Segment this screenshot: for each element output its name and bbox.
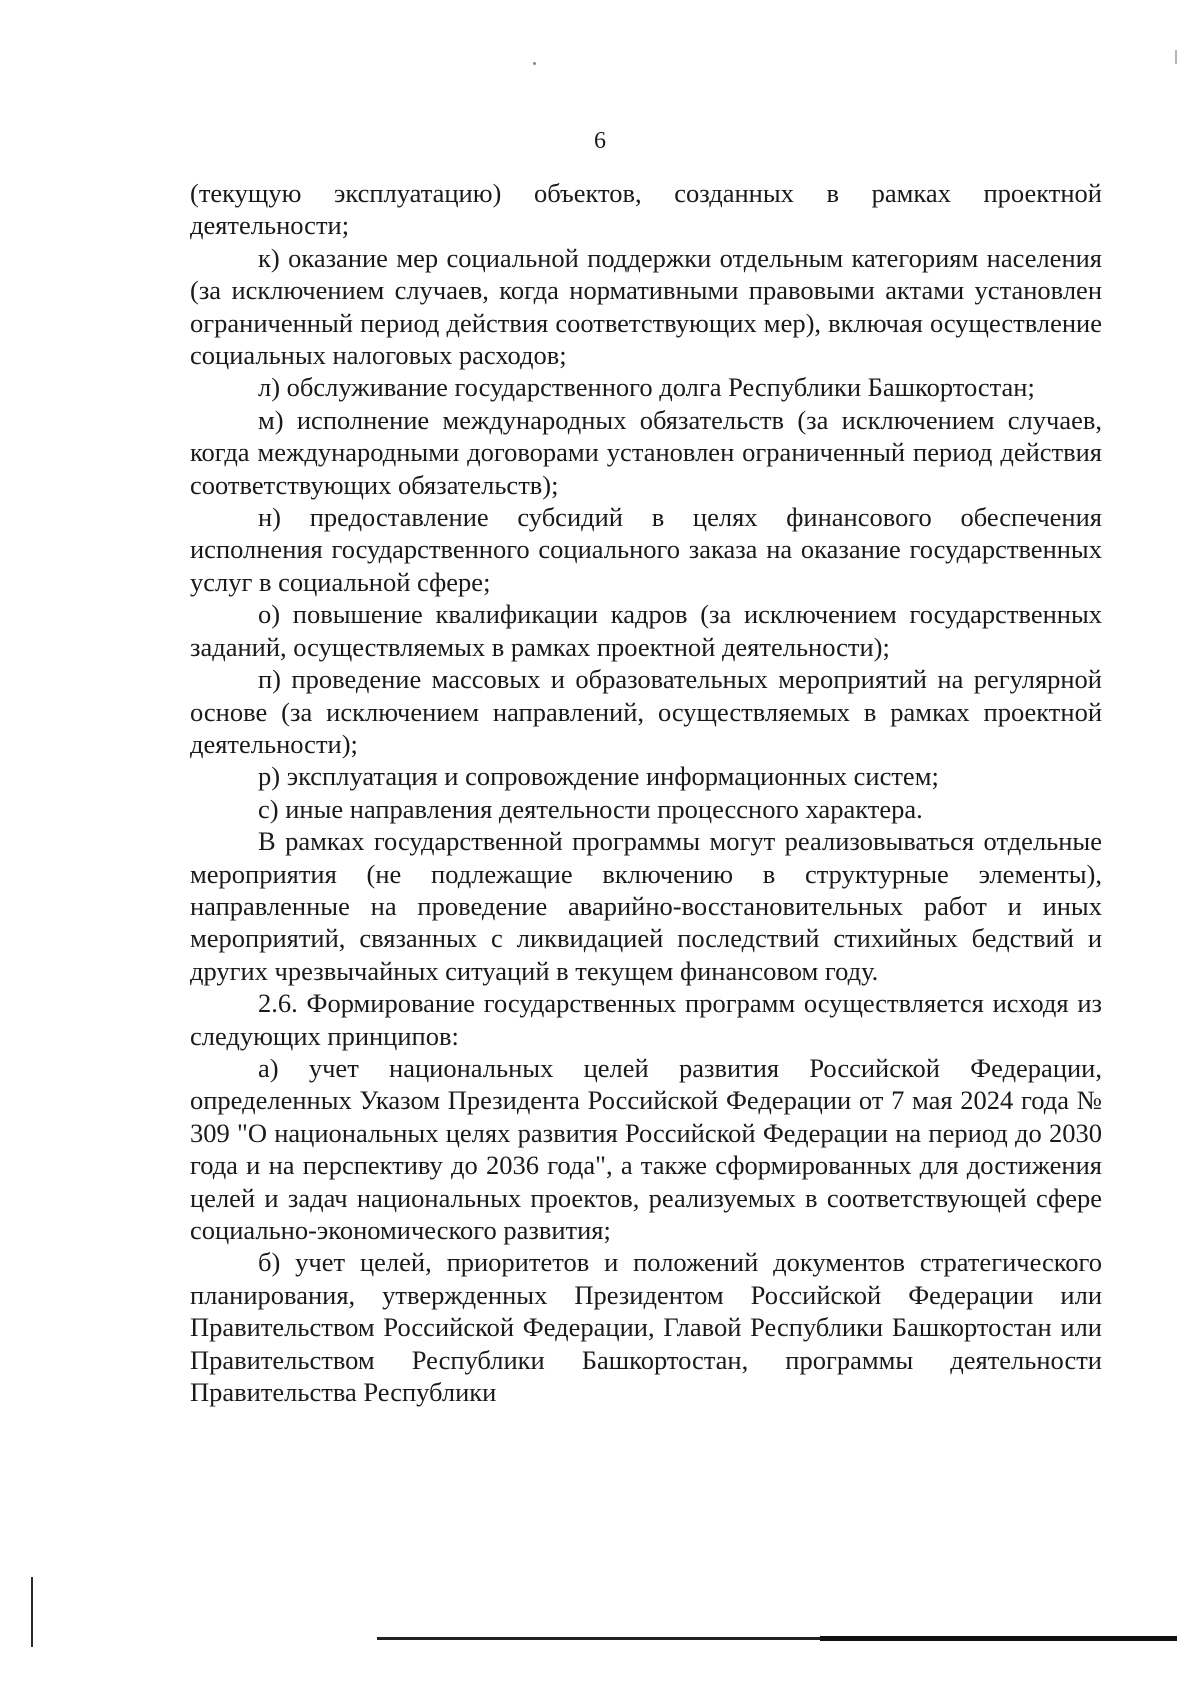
list-item-p: п) проведение массовых и образовательных мероприятий на регулярной основе (за исключением направлений, осуществляемых в рамках проектной деятельности); xyxy=(190,664,1102,759)
list-item-o: о) повышение квалификации кадров (за исключением государственных заданий, осуществляемых в рамках проектной деятельности); xyxy=(190,599,1102,662)
list-item-s: с) иные направления деятельности процессного характера. xyxy=(258,793,923,824)
scan-left-edge-line xyxy=(31,1577,33,1647)
page-number: 6 xyxy=(594,128,606,154)
scan-artifact-dot xyxy=(533,62,536,65)
document-body xyxy=(190,177,1102,1408)
list-item-l: л) обслуживание государственного долга Республики Башкортостан; xyxy=(258,372,1035,403)
paragraph-emergency-measures: В рамках государственной программы могут реализовываться отдельные мероприятия (не подлежащие включению в структурные элементы), направленные на проведение аварийно-восстановительных работ и иных мероприятий, связанных с ликвидацией последствий стихийных бедствий и других чрезвычайных ситуаций в текущем финансовом году. xyxy=(190,826,1102,986)
list-item-r: р) эксплуатация и сопровождение информационных систем; xyxy=(258,761,939,792)
principle-item-b: б) учет целей, приоритетов и положений документов стратегического планирования, утвержденных Президентом Российской Федерации или Правительством Российской Федерации, Главой Республики Башкортостан или Правительством Республики Башкортостан, программы деятельности Правительства Республики xyxy=(190,1247,1102,1408)
list-item-m: м) исполнение международных обязательств (за исключением случаев, когда международными договорами установлен ограниченный период действия соответствующих обязательств); xyxy=(190,404,1102,500)
principle-item-a: а) учет национальных целей развития Российской Федерации, определенных Указом Президента Российской Федерации от 7 мая 2024 года № 309 "О национальных целях развития Российской Федерации на период до 2030 года и на перспективу до 2036 года", а также сформированных для достижения целей и задач национальных проектов, реализуемых в соответствующей сфере социально-экономического развития; xyxy=(190,1052,1102,1245)
section-2-6-heading: 2.6. Формирование государственных программ осуществляется исходя из следующих принципов: xyxy=(190,988,1102,1051)
list-item-n: н) предоставление субсидий в целях финансового обеспечения исполнения государственного социального заказа на оказание государственных услуг в социальной сфере; xyxy=(190,502,1102,597)
list-item-k: к) оказание мер социальной поддержки отдельным категориям населения (за исключением случаев, когда нормативными правовыми актами установлен ограниченный период действия соответствующих мер), включая осуществление социальных налоговых расходов; xyxy=(190,242,1102,371)
bottom-rule-thick-line xyxy=(820,1636,1177,1641)
scan-artifact-mark xyxy=(1175,50,1177,64)
paragraph-continuation: (текущую эксплуатацию) объектов, созданных в рамках проектной деятельности; xyxy=(190,178,1102,241)
